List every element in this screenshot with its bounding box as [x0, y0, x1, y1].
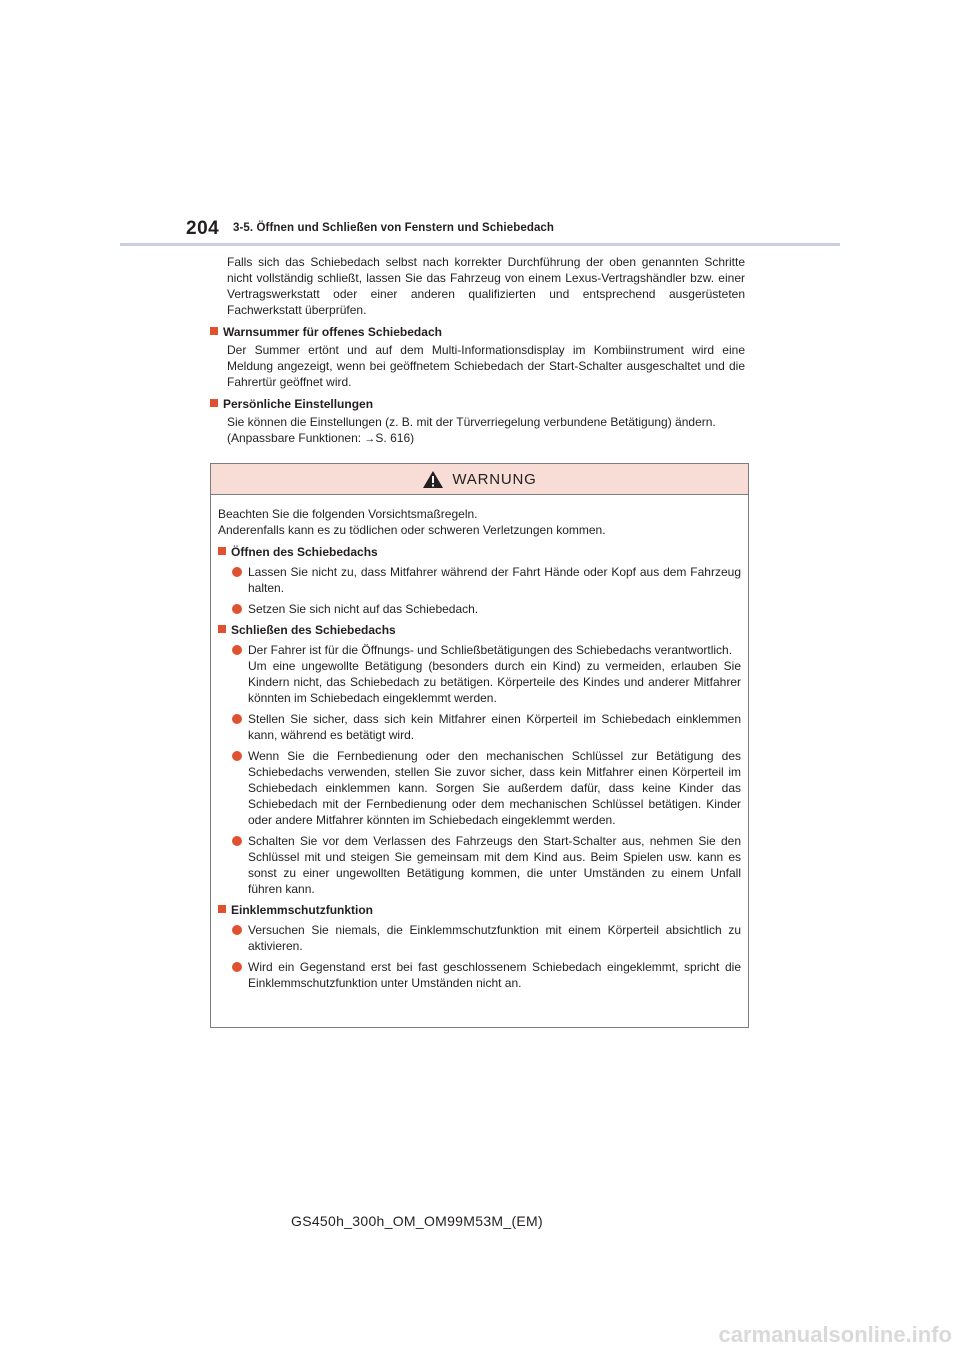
warning-bullet [232, 959, 741, 991]
section-heading-einstellungen [210, 396, 745, 412]
warning-bullet [232, 748, 741, 828]
warning-bullet-line: Der Fahrer ist für die Öffnungs- und Schließbetätigungen des Schiebedachs verantwortlich. [248, 643, 733, 657]
section-heading-label: Warnsummer für offenes Schiebedach [223, 325, 442, 339]
dot-bullet-icon [232, 836, 242, 846]
warning-triangle-icon [422, 470, 444, 489]
warning-bullet-line: Um eine ungewollte Betätigung (besonders durch ein Kind) zu vermeiden, erlauben Sie Kindern nicht, das Schiebedach zu betätigen. Körperteile des Kindes und anderer Mitfahrer könnten im Schiebedach eingeklemmt werden. [248, 659, 741, 705]
warning-body [211, 495, 748, 991]
square-bullet-icon [218, 625, 226, 633]
warning-bullet-text [248, 642, 741, 706]
dot-bullet-icon [232, 751, 242, 761]
warning-intro-line: Beachten Sie die folgenden Vorsichtsmaßregeln. [218, 507, 478, 521]
warning-bullet [232, 711, 741, 743]
square-bullet-icon [210, 327, 218, 335]
warning-bullet [232, 642, 741, 706]
warning-intro-line: Anderenfalls kann es zu tödlichen oder schweren Verletzungen kommen. [218, 523, 606, 537]
warning-group-label: Öffnen des Schiebedachs [231, 545, 378, 559]
warning-bullet-text: Lassen Sie nicht zu, dass Mitfahrer während der Fahrt Hände oder Kopf aus dem Fahrzeug halten. [248, 565, 741, 595]
warning-group-heading [218, 902, 741, 918]
watermark: carmanualsonline.info [718, 1322, 952, 1347]
document-code: GS450h_300h_OM_OM99M53M_(EM) [291, 1213, 543, 1229]
warning-bullet [232, 601, 741, 617]
page-header [0, 0, 960, 250]
warning-bullet-text: Wenn Sie die Fernbedienung oder den mechanischen Schlüssel zur Betätigung des Schiebedachs verwenden, stellen Sie zuvor sicher, dass kein Mitfahrer einen Körperteil im Schiebedach einklemmen kann. Sorgen Sie außerdem dafür, dass keine Kinder das Schiebedach mit der Fernbedienung oder dem mechanischen Schlüssel betätigen. Kinder oder andere Mitfahrer könnten im Schiebedach eingeklemmt werden. [248, 749, 741, 827]
warning-bullet-text: Stellen Sie sicher, dass sich kein Mitfahrer einen Körperteil im Schiebedach einklemmen kann, während es betätigt wird. [248, 712, 741, 742]
section-paragraph-einstellungen [227, 414, 745, 447]
dot-bullet-icon [232, 567, 242, 577]
section-heading-warnsummer [210, 324, 745, 340]
page-number: 204 [186, 218, 220, 239]
warning-bullet-text: Versuchen Sie niemals, die Einklemmschutzfunktion mit einem Körperteil absichtlich zu aktivieren. [248, 923, 741, 953]
warning-bullet-text: Setzen Sie sich nicht auf das Schiebedach. [248, 602, 479, 616]
section-paragraph-text: Sie können die Einstellungen (z. B. mit der Türverriegelung verbundene Betätigung) ändern. [227, 415, 716, 429]
dot-bullet-icon [232, 714, 242, 724]
section-title: 3-5. Öffnen und Schließen von Fenstern und Schiebedach [233, 222, 555, 234]
warning-group-heading [218, 544, 741, 560]
intro-paragraph: Falls sich das Schiebedach selbst nach korrekter Durchführung der oben genannten Schritte nicht vollständig schließt, lassen Sie das Fahrzeug von einem Lexus-Vertragshändler bzw. einer Vertragswerkstatt oder einer anderen qualifizierten und entsprechend ausgerüsteten Fachwerkstatt überprüfen. [227, 255, 745, 317]
warning-bullet-text: Wird ein Gegenstand erst bei fast geschlossenem Schiebedach eingeklemmt, spricht die Einklemmschutzfunktion unter Umständen nicht an. [248, 960, 741, 990]
header-divider [120, 243, 840, 246]
warning-group-heading [218, 622, 741, 638]
warning-bullet [232, 564, 741, 596]
section-paragraph-warnsummer: Der Summer ertönt und auf dem Multi-Informationsdisplay im Kombiinstrument wird eine Meldung angezeigt, wenn bei geöffnetem Schiebedach der Start-Schalter ausgeschaltet und die Fahrertür geöffnet wird. [227, 343, 745, 389]
page-reference-link[interactable]: S. 616) [375, 431, 415, 445]
main-content [210, 254, 745, 447]
warning-bullet-text: Schalten Sie vor dem Verlassen des Fahrzeugs den Start-Schalter aus, nehmen Sie den Schlüssel mit und steigen Sie gemeinsam mit dem Kind aus. Beim Spielen usw. kann es sonst zu einer ungewollten Betätigung kommen, die unter Umständen zu einem Unfall führen kann. [248, 834, 741, 896]
square-bullet-icon [218, 547, 226, 555]
dot-bullet-icon [232, 645, 242, 655]
warning-header [211, 464, 748, 495]
dot-bullet-icon [232, 925, 242, 935]
square-bullet-icon [218, 905, 226, 913]
section-heading-label: Persönliche Einstellungen [223, 397, 374, 411]
warning-bullet [232, 922, 741, 954]
warning-intro [218, 506, 741, 538]
arrow-right-icon: → [364, 433, 376, 445]
warning-title: WARNUNG [452, 470, 537, 488]
page-footer [0, 1213, 960, 1229]
dot-bullet-icon [232, 604, 242, 614]
warning-box [210, 463, 749, 1028]
warning-bullet [232, 833, 741, 897]
warning-group-label: Einklemmschutzfunktion [231, 903, 374, 917]
dot-bullet-icon [232, 962, 242, 972]
reference-prefix: (Anpassbare Funktionen: [227, 431, 365, 445]
square-bullet-icon [210, 399, 218, 407]
warning-group-label: Schließen des Schiebedachs [231, 623, 396, 637]
